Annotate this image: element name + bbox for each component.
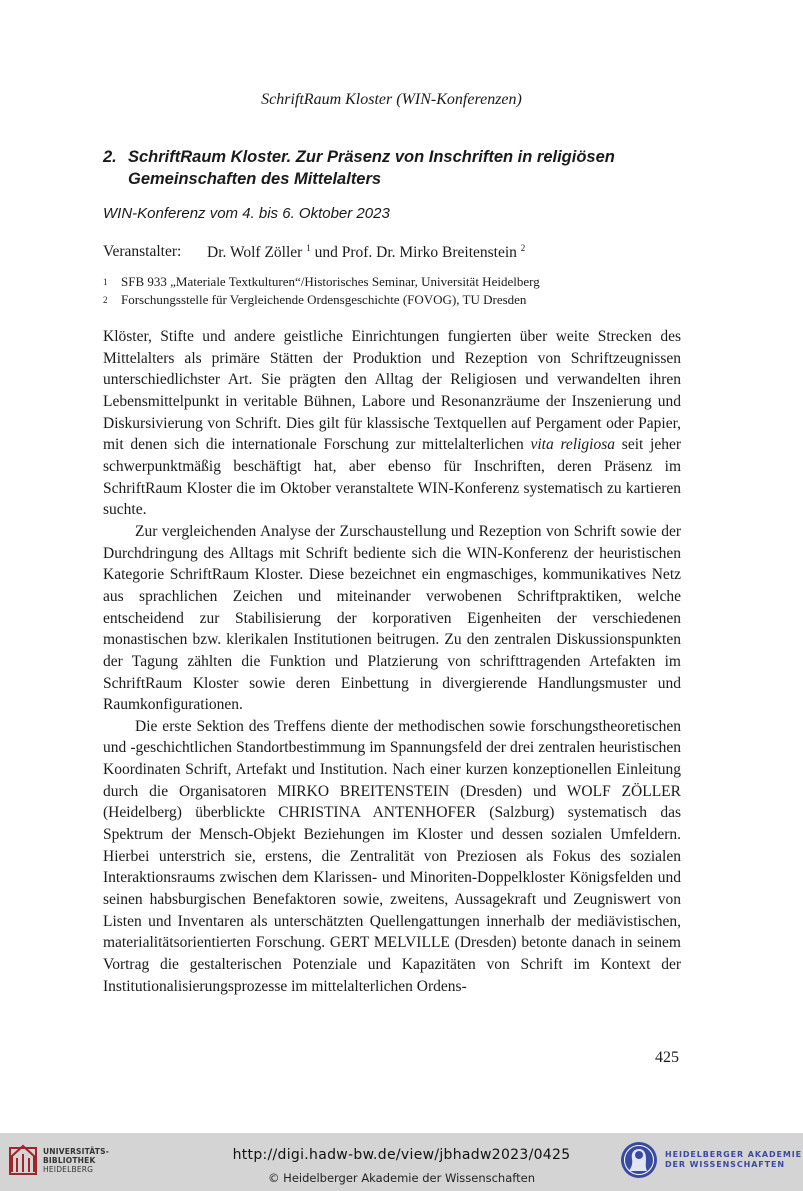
hadw-logo-line-2: DER WISSENSCHAFTEN: [665, 1160, 785, 1169]
footnote: [103, 273, 540, 291]
paragraph-3: Die erste Sektion des Treffens diente der methodischen sowie forschungstheoretischen und -geschichtlichen Standortbestimmung im Spannungsfeld der drei zentralen heuristischen Koordinaten Schrift, Artefakt und Institution. Nach einer kurzen konzeptionellen Einleitung durch die Organisatoren MIRKO BREITENSTEIN (Dresden) und WOLF ZÖLLER (Heidelberg) überblickte CHRISTINA ANTENHOFER (Salzburg) systematisch das Spektrum der Mensch-Objekt Beziehungen im Kloster und dessen sozialen Umfeldern. Hierbei unterstrich sie, erstens, die Zentralität von Preziosen als Fokus des sozialen Interaktionsraums zwischen dem Klarissen- und Minoriten-Doppelkloster Königsfelden und seinen habsburgischen Benefaktoren sowie, zweitens, Aussagekraft und Zeugniswert von Listen und Inventaren als unterschätzten Quellengattungen innerhalb der mediävistischen, materialitätsorientierten Forschung. GERT MELVILLE (Dresden) betonte danach in seinem Vortrag die gestalterischen Potenziale und Kapazitäten von Schrift im Kontext der Institutionalisierungsprozesse im mittelalterlichen Ordens-: [103, 717, 681, 995]
copyright-notice: © Heidelberger Akademie der Wissenschaften: [268, 1171, 535, 1185]
paragraph-2: Zur vergleichenden Analyse der Zurschaustellung und Rezeption von Schrift sowie der Durchdringung des Alltags mit Schrift bediente sich die WIN-Konferenz der heuristischen Kategorie SchriftRaum Kloster. Diese bezeichnet ein engmaschiges, kommunikatives Netz aus sprachlichen Zeichen und miteinander verwobenen Schriftpraktiken, welche entscheidend zur Stabilisierung der korporativen Eigenheiten der verschiedenen monastischen bzw. klerikalen Institutionen beitrugen. Zu den zentralen Diskussionspunkten der Tagung zählten die Funktion und Platzierung von schrifttragenden Artefakten im SchriftRaum Kloster sowie deren Einbettung in divergierende Handlungsmuster und Raumkonfigurationen.: [103, 522, 681, 714]
ub-logo-line-3: HEIDELBERG: [43, 1164, 94, 1174]
footnote: [103, 291, 540, 309]
organizers-label: Veranstalter:: [103, 243, 182, 260]
footer-bar: [0, 1133, 803, 1191]
section-title: SchriftRaum Kloster. Zur Präsenz von Inschriften in religiösen Gemeinschaften des Mittelalters: [128, 148, 615, 188]
organizer-1: Dr. Wolf Zöller: [207, 244, 303, 262]
conference-date: WIN-Konferenz vom 4. bis 6. Oktober 2023: [103, 205, 390, 222]
section-heading: [103, 146, 683, 190]
hadw-seal-icon: [619, 1140, 659, 1180]
footnote-ref-2: 2: [520, 243, 526, 253]
footnote-ref-1: 1: [306, 243, 311, 253]
footnote-mark: 1: [103, 277, 108, 287]
organizers-connector: und: [314, 244, 338, 262]
section-number: 2.: [103, 148, 117, 166]
organizer-2: Prof. Dr. Mirko Breitenstein: [341, 244, 517, 262]
paragraph-1-part-b: seit jeher schwerpunktmäßig beschäftigt hat, aber ebenso für Inschriften, deren Präsenz im SchriftRaum Kloster die im Oktober veranstaltete WIN-Konferenz systematisch zu kartieren suchte.: [103, 436, 682, 519]
footnote-text: SFB 933 „Materiale Textkulturen“/Historisches Seminar, Universität Heidelberg: [121, 274, 540, 289]
body-text: [103, 326, 681, 997]
running-head: SchriftRaum Kloster (WIN-Konferenzen): [261, 91, 522, 108]
organizers-line: [103, 243, 525, 262]
affiliation-footnotes: [103, 273, 540, 309]
footnote-mark: 2: [103, 295, 108, 305]
paragraph-1: [103, 326, 681, 521]
hadw-logo-line-1: HEIDELBERGER AKADEMIE: [665, 1149, 803, 1159]
page-number: 425: [655, 1049, 679, 1066]
vita-religiosa-term: vita religiosa: [530, 436, 616, 454]
ub-logo-line-2: BIBLIOTHEK: [43, 1155, 96, 1165]
footnote-text: Forschungsstelle für Vergleichende Ordensgeschichte (FOVOG), TU Dresden: [121, 292, 527, 307]
paragraph-1-part-a: Klöster, Stifte und andere geistliche Einrichtungen fungierten über weite Strecken des Mittelalters als primäre Stätten der Produktion und Rezeption von Schriftzeugnissen unterschiedlichster Art. Sie prägten den Alltag der Religiosen und verwandelten ihren Lebensmittelpunkt in veritable Bühnen, Labore und Resonanzräume der Inszenierung und Diskursivierung von Schrift. Dies gilt für klassische Textquellen auf Pergament oder Papier, mit denen sich die internationale Forschung zur mittelalterlichen: [103, 328, 681, 454]
hadw-logo[interactable]: [619, 1140, 802, 1180]
document-url-link[interactable]: http://digi.hadw-bw.de/view/jbhadw2023/0425: [232, 1147, 571, 1163]
ub-logo-line-1: UNIVERSITÄTS-: [43, 1146, 110, 1156]
